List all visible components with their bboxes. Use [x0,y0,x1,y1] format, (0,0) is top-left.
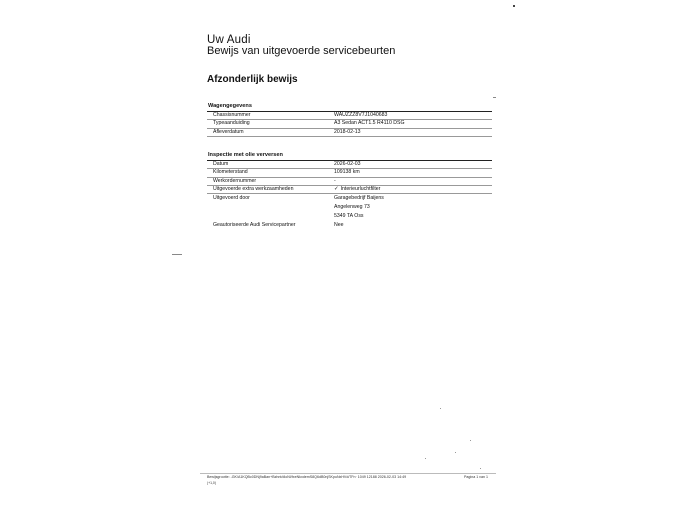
row-label: Typeaanduiding [213,120,250,127]
scan-mark [470,440,471,441]
row-label: Geautoriseerde Audi Servicepartner [213,222,296,229]
row-label: Datum [213,161,229,167]
row-value: 2026-02-03 [334,161,361,167]
partner-value: Nee [334,222,344,229]
row-label: Afleverdatum [213,128,244,135]
scan-mark [493,97,496,98]
table-row [207,169,492,177]
row-value: WAUZZZ8V7J1040683 [334,112,388,118]
dealer-city: 5349 TA Oss [334,213,364,220]
scan-mark [440,408,441,409]
vehicle-table-heading: Wagengegevens [207,102,492,112]
table-row [207,161,492,169]
row-value: 109138 km [334,169,360,176]
row-value [331,194,492,230]
table-row [207,120,492,128]
scan-mark [455,452,456,453]
table-row [207,112,492,120]
row-label: Kilometerstand [213,169,248,176]
dealer-street: Angelenweg 73 [334,204,370,211]
page-number: Pagina 1 van 1 [464,475,488,479]
table-row [207,129,492,137]
row-value [331,186,492,193]
row-value: - [334,177,336,184]
row-label: Werkordernummer [213,177,257,184]
checkmark-icon: ✓ [334,185,339,192]
footer-code: (+1,0) [207,481,216,485]
section-title: Afzonderlijk bewijs [207,74,298,85]
extra-work-value: Interieurluchtfilter [340,185,381,192]
footer-text: Bewijsgrootte: -GK/A1KQBc0DNj9aBan+Bzhnt/dloNI/fxeNkxdemS8Q6dB0njSKpuNxHVd/7Fn· 1049 12188 2026-02-03 14:49 [207,475,407,479]
row-value: 2018-02-13 [334,128,361,135]
scan-mark [172,254,182,255]
scan-mark [480,468,481,469]
brand-title: Uw Audi [207,34,251,46]
table-row [207,178,492,186]
dealer-name: Garagebedrijf Baijens [334,195,384,202]
inspection-table [207,151,492,239]
row-label: Uitgevoerde extra werkzaamheden [213,185,294,192]
document-subtitle: Bewijs van uitgevoerde servicebeurten [207,45,396,57]
row-value: A3 Sedan ACT1.5 R4110 DSG [334,120,405,127]
scan-mark [425,458,426,459]
vehicle-table [207,102,492,137]
footer-rule [200,473,496,474]
inspection-table-heading: Inspectie met olie verversen [207,151,492,161]
row-label: Chassisnummer [213,112,251,118]
row-label: Uitgevoerd door [213,195,250,202]
table-row [207,186,492,194]
scan-mark [513,5,515,7]
